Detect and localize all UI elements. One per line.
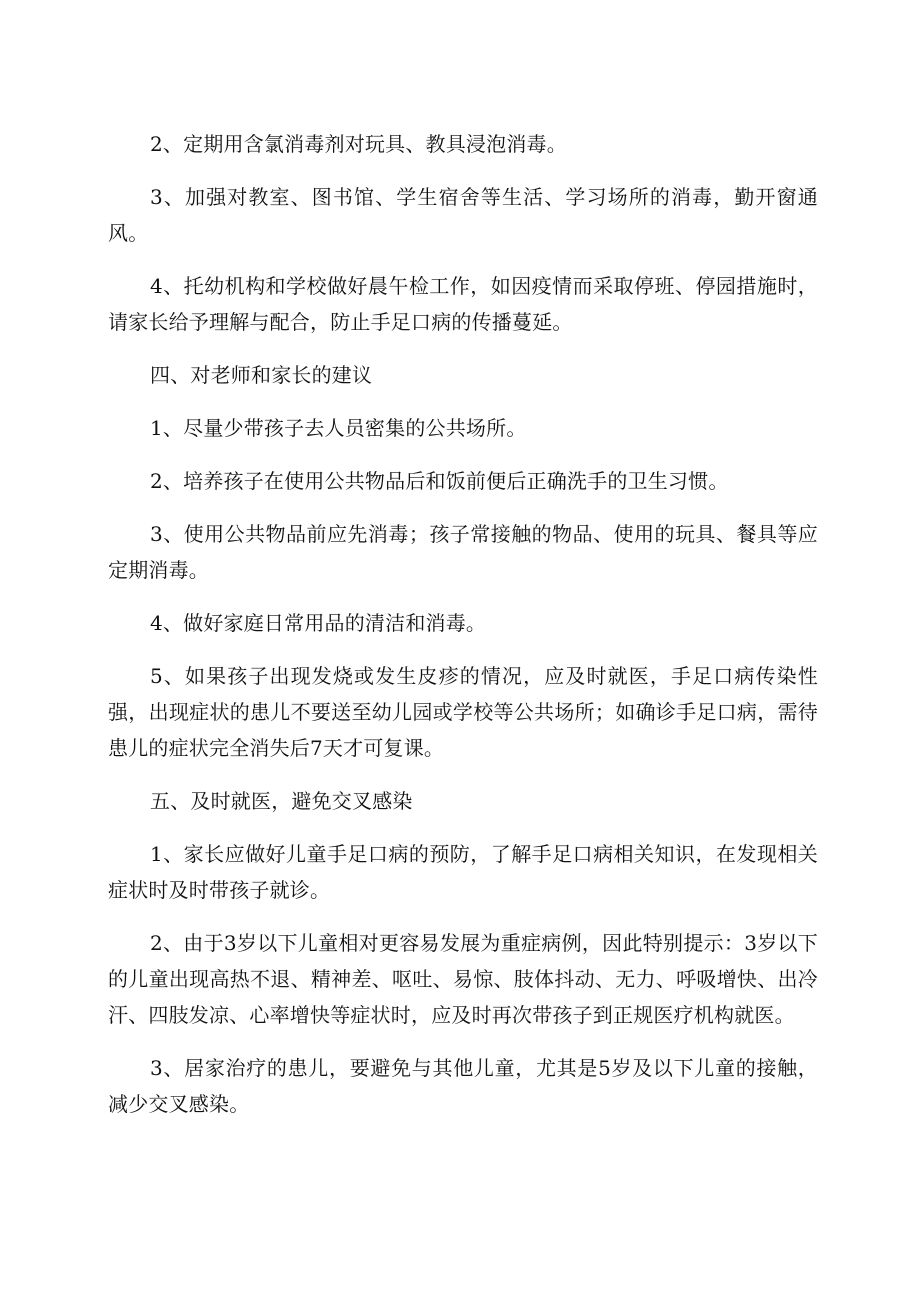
paragraph-item-4-morning-check: 4、托幼机构和学校做好晨午检工作，如因疫情而采取停班、停园措施时，请家长给予理解与配合，防止手足口病的传播蔓延。: [108, 274, 818, 334]
paragraph-item-3-disinfect-objects: 3、使用公共物品前应先消毒；孩子常接触的物品、使用的玩具、餐具等应定期消毒。: [108, 522, 818, 582]
paragraph-item-2-under-3-warning: 2、由于3岁以下儿童相对更容易发展为重症病例，因此特别提示：3岁以下的儿童出现高热不退、精神差、呕吐、易惊、肢体抖动、无力、呼吸增快、出冷汗、四肢发凉、心率增快等症状时，应及时再次带孩子到正规医疗机构就医。: [108, 931, 818, 1027]
paragraph-item-3-disinfect-venues: 3、加强对教室、图书馆、学生宿舍等生活、学习场所的消毒，勤开窗通风。: [108, 185, 818, 245]
paragraph-item-4-household-cleaning: 4、做好家庭日常用品的清洁和消毒。: [150, 611, 487, 635]
paragraph-item-3-home-treatment: 3、居家治疗的患儿，要避免与其他儿童，尤其是5岁及以下儿童的接触，减少交叉感染。: [108, 1056, 818, 1116]
section-heading-timely-care: 五、及时就医，避免交叉感染: [150, 789, 413, 813]
paragraph-item-5-seek-care: 5、如果孩子出现发烧或发生皮疹的情况，应及时就医，手足口病传染性强，出现症状的患儿不要送至幼儿园或学校等公共场所；如确诊手足口病，需待患儿的症状完全消失后7天才可复课。: [108, 664, 818, 760]
paragraph-item-2-disinfect-toys: 2、定期用含氯消毒剂对玩具、教具浸泡消毒。: [150, 132, 567, 156]
paragraph-item-2-handwashing: 2、培养孩子在使用公共物品后和饭前便后正确洗手的卫生习惯。: [150, 469, 729, 493]
paragraph-item-1-parent-prevention: 1、家长应做好儿童手足口病的预防，了解手足口病相关知识，在发现相关症状时及时带孩子就诊。: [108, 842, 818, 902]
paragraph-item-1-avoid-crowds: 1、尽量少带孩子去人员密集的公共场所。: [150, 416, 527, 440]
section-heading-suggestions: 四、对老师和家长的建议: [150, 363, 373, 387]
document-body: [108, 126, 818, 1139]
